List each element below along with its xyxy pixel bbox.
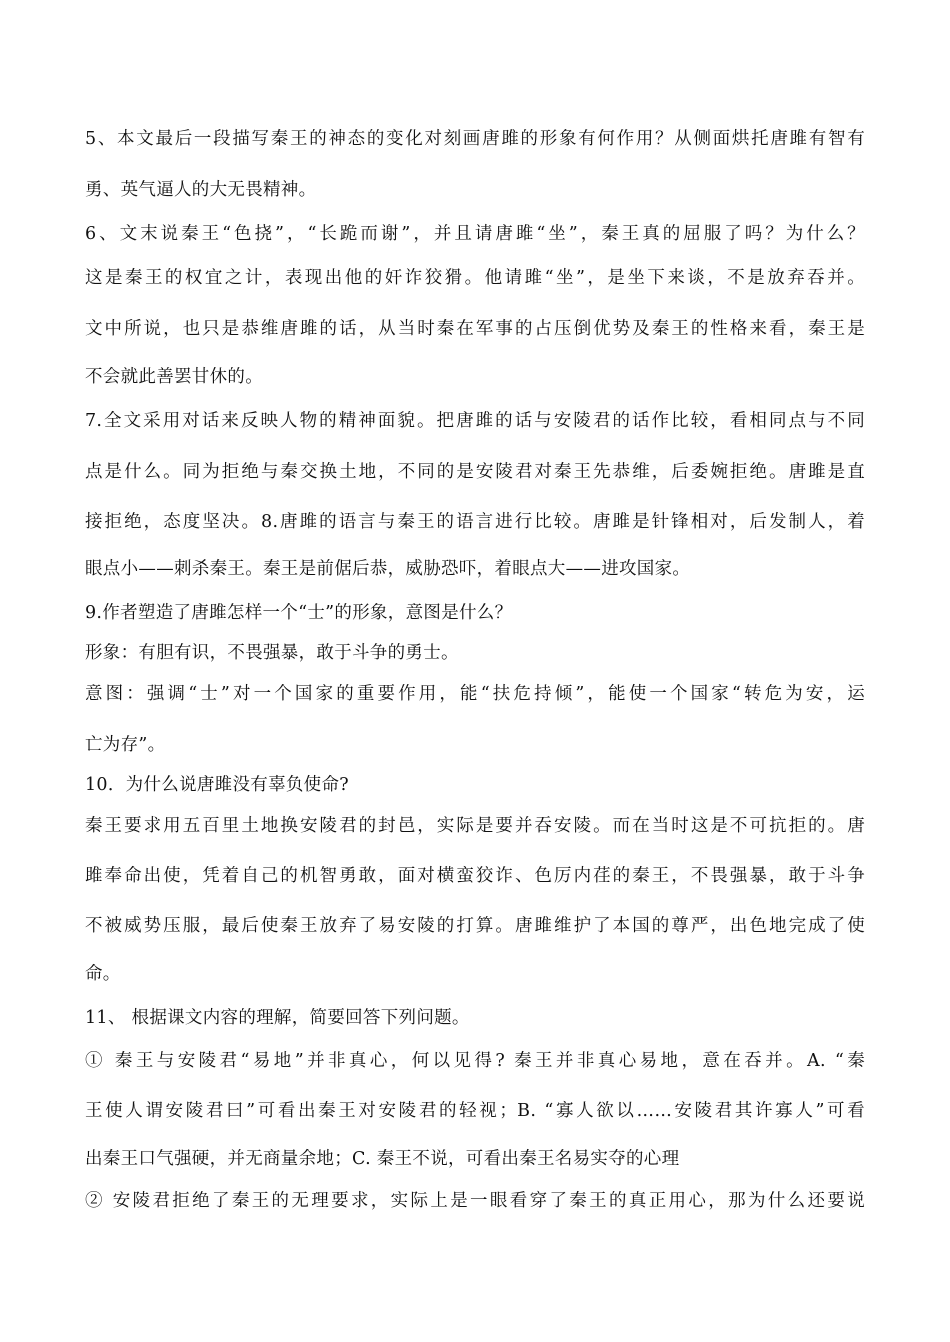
text-line: 6、文末说秦王“色挠”，“长跪而谢”，并且请唐雎“坐”，秦王真的屈服了吗？为什么？: [85, 224, 865, 244]
text-line: 不会就此善罢甘休的。: [85, 367, 263, 387]
text-line: 点是什么。同为拒绝与秦交换土地，不同的是安陵君对秦王先恭维，后委婉拒绝。唐雎是直: [85, 462, 865, 482]
text-line: 命。: [85, 964, 121, 984]
text-line: 秦王要求用五百里土地换安陵君的封邑，实际是要并吞安陵。而在当时这是不可抗拒的。唐: [85, 816, 865, 836]
text-line: 5、本文最后一段描写秦王的神态的变化对刻画唐雎的形象有何作用？从侧面烘托唐雎有智有: [85, 129, 865, 149]
text-line: 9.作者塑造了唐雎怎样一个“士”的形象，意图是什么？: [85, 603, 513, 623]
text-line: 出秦王口气强硬，并无商量余地；C. 秦王不说，可看出秦王名易实夺的心理: [85, 1149, 680, 1169]
text-line: 形象：有胆有识，不畏强暴，敢于斗争的勇士。: [85, 643, 459, 663]
text-line: 意图：强调“士”对一个国家的重要作用，能“扶危持倾”，能使一个国家“转危为安，运: [85, 684, 865, 704]
text-line: 亡为存”。: [85, 735, 166, 755]
text-line: 11、 根据课文内容的理解，简要回答下列问题。: [85, 1008, 470, 1028]
text-line: 这是秦王的权宜之计，表现出他的奸诈狡猾。他请雎“坐”，是坐下来谈，不是放弃吞并。: [85, 268, 865, 288]
text-line: ② 安陵君拒绝了秦王的无理要求，实际上是一眼看穿了秦王的真正用心，那为什么还要说: [85, 1191, 865, 1211]
text-line: 文中所说，也只是恭维唐雎的话，从当时秦在军事的占压倒优势及秦王的性格来看，秦王是: [85, 319, 865, 339]
text-line: 不被威势压服，最后使秦王放弃了易安陵的打算。唐雎维护了本国的尊严，出色地完成了使: [85, 916, 865, 936]
text-line: 接拒绝，态度坚决。8.唐雎的语言与秦王的语言进行比较。唐雎是针锋相对，后发制人，着: [85, 512, 865, 532]
text-line: 7.全文采用对话来反映人物的精神面貌。把唐雎的话与安陵君的话作比较，看相同点与不同: [85, 411, 865, 431]
text-line: 10．为什么说唐雎没有辜负使命?: [85, 775, 349, 795]
text-line: 勇、英气逼人的大无畏精神。: [85, 180, 317, 200]
text-line: ① 秦王与安陵君“易地”并非真心，何以见得? 秦王并非真心易地，意在吞并。A. “秦: [85, 1051, 865, 1071]
text-line: 雎奉命出使，凭着自己的机智勇敢，面对横蛮狡诈、色厉内荏的秦王，不畏强暴，敢于斗争: [85, 866, 865, 886]
text-line: 眼点小——刺杀秦王。秦王是前倨后恭，威胁恐吓，着眼点大——进攻国家。: [85, 559, 691, 579]
text-line: 王使人谓安陵君曰”可看出秦王对安陵君的轻视；B. “寡人欲以……安陵君其许寡人”可看: [85, 1101, 865, 1121]
